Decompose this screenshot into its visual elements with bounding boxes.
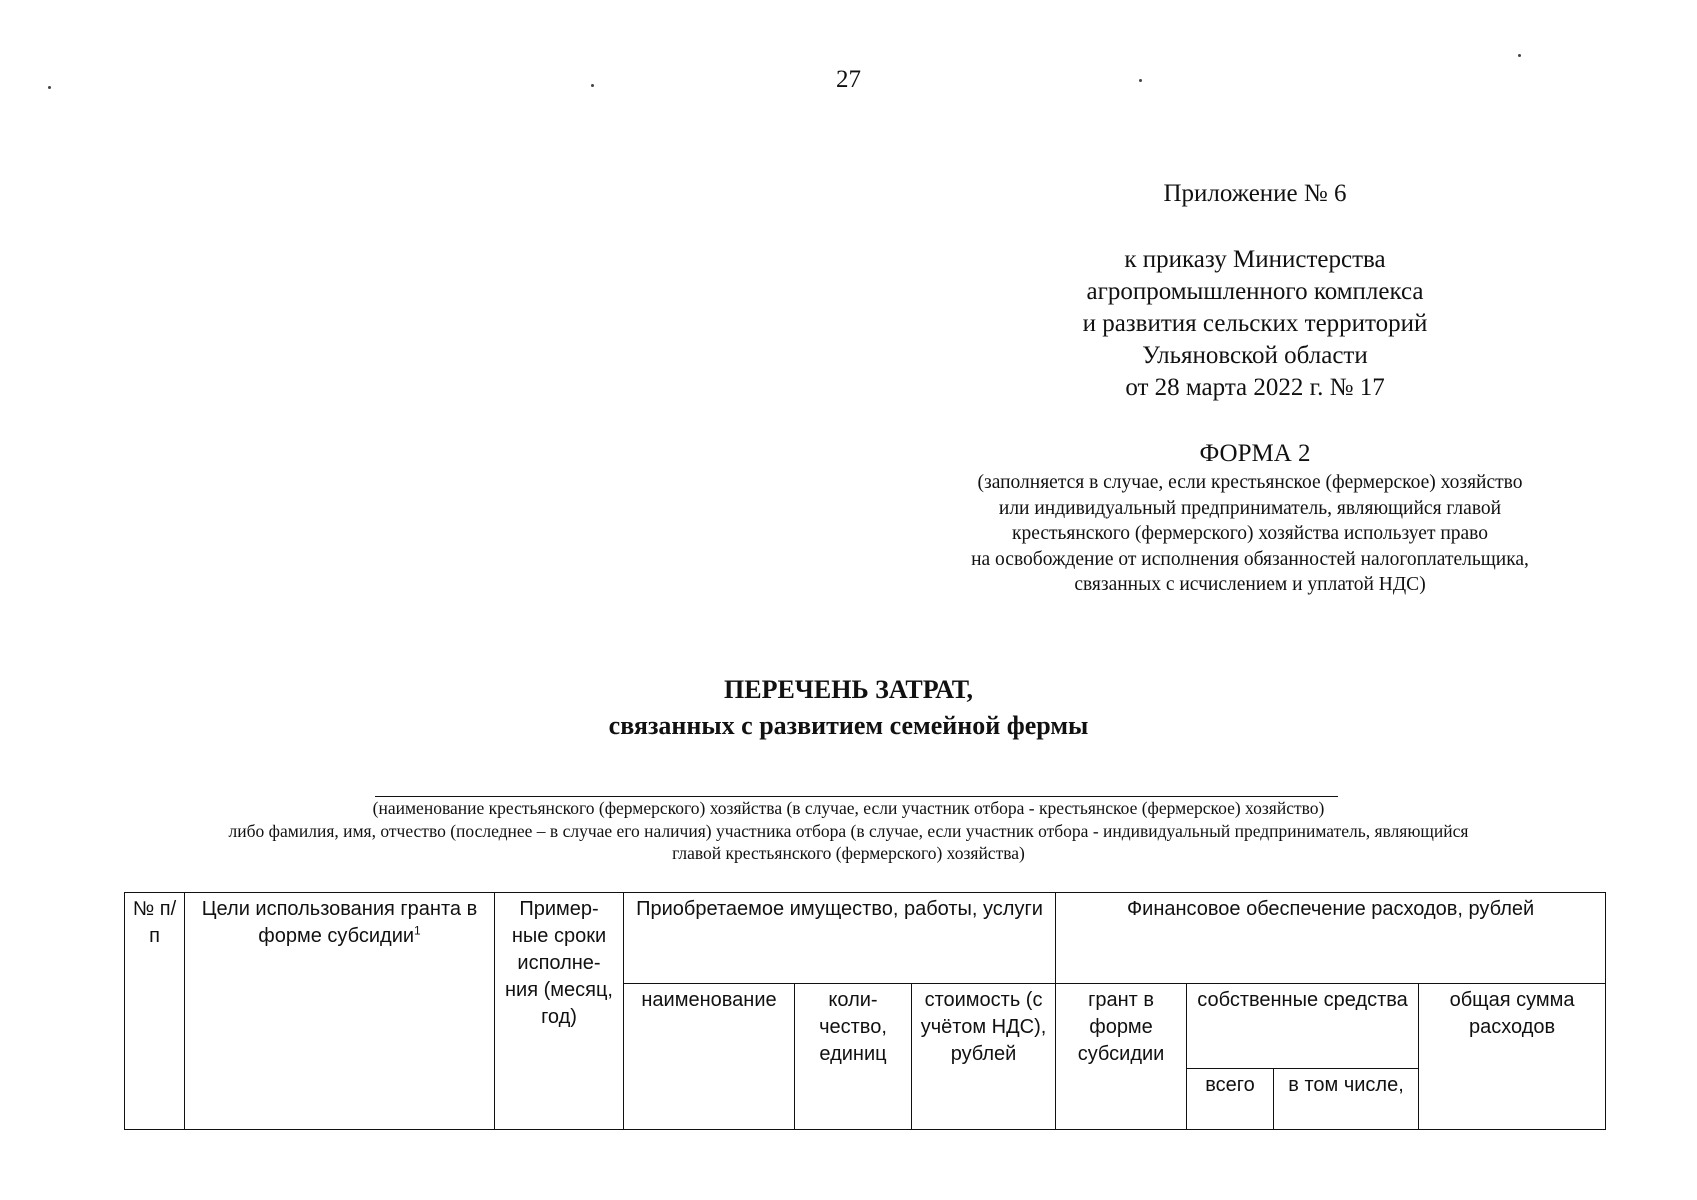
applicant-name-caption	[120, 797, 1577, 865]
document-title-line2: связанных с развитием семейной фермы	[608, 711, 1089, 740]
header-cost: стоимость (с учётом НДС), рублей	[912, 984, 1056, 1130]
scan-speck	[48, 86, 51, 89]
header-grant: грант в форме субсидии	[1056, 984, 1187, 1130]
header-qty: коли- чество, единиц	[795, 984, 912, 1130]
page-number: 27	[836, 66, 861, 93]
scan-speck	[1139, 79, 1142, 82]
header-own-incl: в том числе,	[1274, 1069, 1419, 1130]
document-title-line1: ПЕРЕЧЕНЬ ЗАТРАТ,	[724, 675, 973, 704]
scan-speck	[1518, 54, 1521, 57]
header-goals	[185, 893, 495, 1130]
form-note-line: (заполняется в случае, если крестьянское (фермерское) хозяйство	[977, 472, 1523, 493]
approval-line: и развития сельских территорий	[1082, 310, 1428, 337]
approval-line: агропромышленного комплекса	[1086, 278, 1424, 305]
header-finance-group: Финансовое обеспечение расходов, рублей	[1056, 893, 1606, 984]
header-own-total: всего	[1187, 1069, 1274, 1130]
approval-line: к приказу Министерства	[1124, 246, 1386, 273]
form-note	[890, 470, 1610, 598]
caption-line: либо фамилия, имя, отчество (последнее – в случае его наличия) участника отбора (в случае, если участник отбора - индивидуальный предприниматель, являющийся	[228, 820, 1469, 841]
form-note-line: связанных с исчислением и уплатой НДС)	[1074, 574, 1426, 595]
appendix-title: Приложение № 6	[1163, 180, 1347, 207]
caption-line: (наименование крестьянского (фермерского) хозяйства (в случае, если участник отбора - крестьянское (фермерское) хозяйство)	[372, 798, 1325, 818]
form-note-line: крестьянского (фермерского) хозяйства использует право	[1011, 523, 1489, 544]
header-num: № п/п	[125, 893, 185, 1130]
costs-table	[124, 892, 1606, 1130]
caption-line: главой крестьянского (фермерского) хозяйства)	[672, 843, 1025, 863]
table-header-row	[125, 893, 1606, 984]
form-note-line: или индивидуальный предприниматель, являющийся главой	[998, 497, 1502, 519]
approval-line: от 28 марта 2022 г. № 17	[1125, 374, 1385, 401]
approval-block	[1020, 244, 1490, 404]
form-note-line: на освобождение от исполнения обязанностей налогоплательщика,	[971, 548, 1529, 570]
document-title	[0, 672, 1697, 744]
header-name: наименование	[624, 984, 795, 1130]
form-title: ФОРМА 2	[1199, 440, 1311, 467]
approval-line: Ульяновской области	[1142, 342, 1368, 369]
header-property-group: Приобретаемое имущество, работы, услуги	[624, 893, 1056, 984]
footnote-marker: 1	[414, 923, 421, 938]
header-goals-text: Цели использования гранта в форме субсидии	[201, 898, 478, 947]
header-total: общая сумма расходов	[1419, 984, 1606, 1130]
scan-speck	[591, 84, 594, 87]
header-own-funds: собственные средства	[1187, 984, 1419, 1069]
header-terms: Пример- ные сроки исполне- ния (месяц, год)	[495, 893, 624, 1130]
